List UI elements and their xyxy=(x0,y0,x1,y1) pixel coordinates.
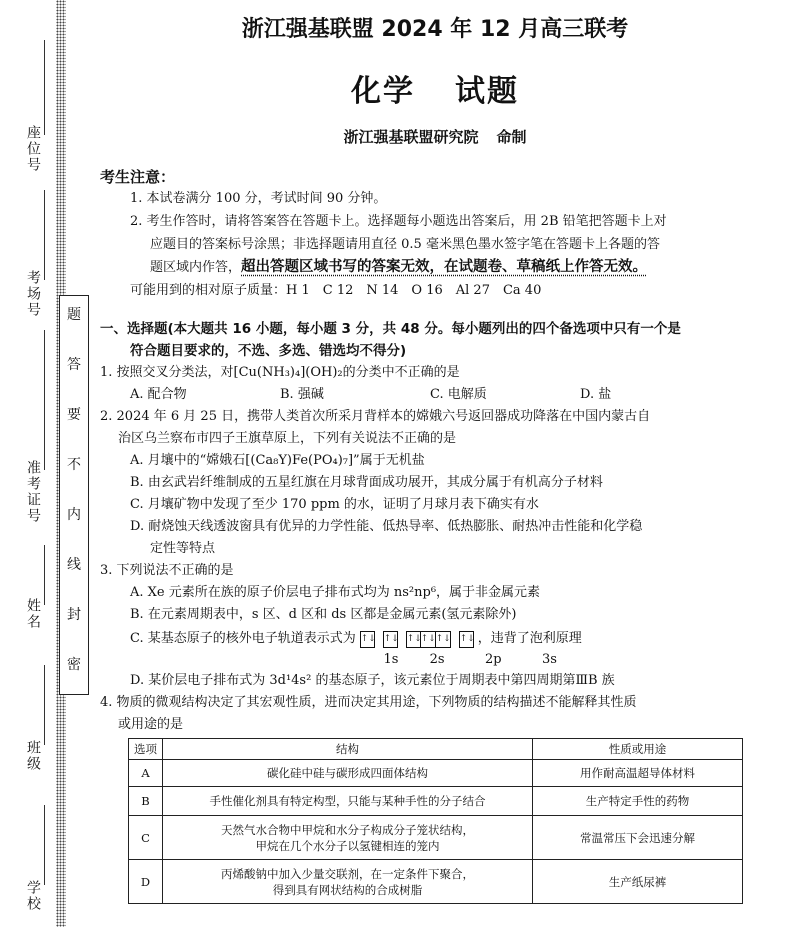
exam-room-label: 考场号 xyxy=(25,270,41,318)
orbital-box-2p: ↑↓ xyxy=(436,631,451,648)
question-2-stem-line-1: 2. 2024 年 6 月 25 日，携带人类首次所采月背样本的嫦娥六号返回器成功降落在中国内蒙古自 xyxy=(100,409,651,424)
table-row xyxy=(129,787,743,816)
question-3-option-c-prefix: C. 某基态原子的核外电子轨道表示式为 xyxy=(130,631,356,646)
exam-room-line xyxy=(44,190,45,280)
seal-char: 线 xyxy=(67,557,81,573)
question-3-option-c-suffix: ，违背了泡利原理 xyxy=(477,631,582,646)
section-1-line-2: 符合题目要求的，不选、多选、错选均不得分) xyxy=(130,343,407,359)
notice-item-2-line-1: 2. 考生作答时，请将答案答在答题卡上。选择题每小题选出答案后，用 2B 铅笔把答题卡上对 xyxy=(130,214,667,229)
orbital-label: 2p xyxy=(484,652,502,667)
seat-number-line xyxy=(44,40,45,135)
table-cell-use: 常温常压下会迅速分解 xyxy=(533,816,743,860)
class-line xyxy=(44,665,45,745)
seal-char: 要 xyxy=(67,407,81,423)
question-2-option-d-line-2: 定性等特点 xyxy=(150,541,216,556)
table-cell-option: A xyxy=(129,760,163,787)
question-3-option-b: B. 在元素周期表中，s 区、d 区和 ds 区都是金属元素(氢元素除外) xyxy=(130,607,517,622)
question-3-option-a: A. Xe 元素所在族的原子价层电子排布式均为 ns²np⁶，属于非金属元素 xyxy=(130,585,541,600)
question-2-stem-line-2: 治区乌兰察布市四子王旗草原上，下列有关说法不正确的是 xyxy=(118,431,457,446)
atomic-masses: 可能用到的相对原子质量：H 1 C 12 N 14 O 16 Al 27 Ca 40 xyxy=(130,283,542,298)
orbital-box-2s: ↑↓ xyxy=(383,631,398,648)
section-1-line-1: 一、选择题(本大题共 16 小题，每小题 3 分，共 48 分。每小题列出的四个备选项中只有一个是 xyxy=(100,321,681,337)
question-1-option-c: C. 电解质 xyxy=(430,387,487,402)
section-1-heading xyxy=(100,318,770,362)
notice-item-2-line-2: 应题目的答案标号涂黑；非选择题请用直径 0.5 毫米黑色墨水签字笔在答题卡上各题的答 xyxy=(150,237,660,252)
table-cell-structure: 手性催化剂具有特定构型，只能与某种手性的分子结合 xyxy=(163,787,533,816)
table-header-structure: 结构 xyxy=(163,739,533,760)
table-cell-structure-line-1: 丙烯酸钠中加入少量交联剂，在一定条件下聚合， xyxy=(221,866,474,881)
table-row xyxy=(129,860,743,904)
table-row xyxy=(129,760,743,787)
orbital-label: 3s xyxy=(541,652,557,667)
table-cell-option: B xyxy=(129,787,163,816)
table-header-use: 性质或用途 xyxy=(533,739,743,760)
table-cell-option: C xyxy=(129,816,163,860)
orbital-label: 2s xyxy=(429,652,445,667)
question-2-option-d-line-1: D. 耐烧蚀天线透波窗具有优异的力学性能、低热导率、低热膨胀、耐热冲击性能和化学稳 xyxy=(130,519,643,534)
question-3-option-c xyxy=(100,628,770,650)
admission-number-label: 准考证号 xyxy=(25,460,41,524)
table-header-option: 选项 xyxy=(129,739,163,760)
orbital-box-1s: ↑↓ xyxy=(360,631,375,648)
name-line xyxy=(44,545,45,605)
exam-content xyxy=(100,0,770,904)
question-1-options xyxy=(100,384,770,406)
question-4-stem-line-2: 或用途的是 xyxy=(118,717,184,732)
table-cell-option: D xyxy=(129,860,163,904)
table-cell-use: 生产纸尿裤 xyxy=(533,860,743,904)
table-cell-structure-line-1: 天然气水合物中甲烷和水分子构成分子笼状结构， xyxy=(221,822,474,837)
table-row xyxy=(129,816,743,860)
question-2-option-a: A. 月壤中的“嫦娥石[(Ca₈Y)Fe(PO₄)₇]”属于无机盐 xyxy=(130,453,425,468)
seal-char: 答 xyxy=(67,357,81,373)
table-header-row xyxy=(129,739,743,760)
admission-number-line xyxy=(44,330,45,470)
table-cell-structure: 碳化硅中硅与碳形成四面体结构 xyxy=(163,760,533,787)
orbital-labels xyxy=(100,650,770,670)
orbital-label: 1s xyxy=(383,652,399,667)
name-label: 姓名 xyxy=(25,598,41,630)
table-cell-use: 用作耐高温超导体材料 xyxy=(533,760,743,787)
question-3-stem: 3. 下列说法不正确的是 xyxy=(100,563,234,578)
exam-title: 浙江强基联盟 2024 年 12 月高三联考 xyxy=(241,17,629,42)
notice-item-2-line-3 xyxy=(100,256,770,279)
orbital-group-2p xyxy=(406,631,451,648)
author-org: 浙江强基联盟研究院 xyxy=(343,128,479,146)
table-cell-structure xyxy=(163,816,533,860)
orbital-box-2p: ↑↓ xyxy=(406,631,421,648)
subject-suffix: 试题 xyxy=(455,74,519,109)
orbital-box-2p: ↑↓ xyxy=(421,631,436,648)
seal-char: 密 xyxy=(67,657,81,673)
seal-warning-box xyxy=(59,295,89,695)
question-1-option-b: B. 强碱 xyxy=(280,387,324,402)
question-1-stem: 1. 按照交叉分类法，对[Cu(NH₃)₄](OH)₂的分类中不正确的是 xyxy=(100,365,460,380)
author-line xyxy=(100,126,770,148)
seal-char: 内 xyxy=(67,507,81,523)
question-3-option-d: D. 某价层电子排布式为 3d¹4s² 的基态原子，该元素位于周期表中第四周期第ⅢB 族 xyxy=(130,673,615,688)
question-4-stem-line-1: 4. 物质的微观结构决定了其宏观性质，进而决定其用途，下列物质的结构描述不能解释其性质 xyxy=(100,695,637,710)
notice-heading: 考生注意： xyxy=(100,168,176,186)
table-cell-structure xyxy=(163,860,533,904)
school-line xyxy=(44,805,45,885)
notice-item-2-emphasis: 超出答题区域书写的答案无效，在试题卷、草稿纸上作答无效。 xyxy=(241,259,648,275)
seat-number-label: 座位号 xyxy=(25,125,41,173)
question-2-option-b: B. 由玄武岩纤维制成的五星红旗在月球背面成功展开，其成分属于有机高分子材料 xyxy=(130,475,603,490)
table-cell-use: 生产特定手性的药物 xyxy=(533,787,743,816)
orbital-diagram xyxy=(360,631,474,648)
notice-item-1: 1. 本试卷满分 100 分，考试时间 90 分钟。 xyxy=(130,191,387,206)
question-2-option-c: C. 月壤矿物中发现了至少 170 ppm 的水，证明了月球月表下确实有水 xyxy=(130,497,539,512)
seal-char: 不 xyxy=(67,457,81,473)
binding-margin xyxy=(0,0,60,927)
table-cell-structure-line-2: 得到具有网状结构的合成树脂 xyxy=(272,882,423,897)
seal-char: 封 xyxy=(67,607,81,623)
question-1-option-d: D. 盐 xyxy=(580,387,612,402)
subject-name: 化学 xyxy=(351,74,415,109)
seal-char: 题 xyxy=(67,307,81,323)
question-1-option-a: A. 配合物 xyxy=(130,387,187,402)
subject-heading xyxy=(100,66,770,109)
author-role: 命制 xyxy=(496,128,527,146)
class-label: 班级 xyxy=(25,740,41,772)
table-cell-structure-line-2: 甲烷在几个水分子以氢键相连的笼内 xyxy=(255,838,440,853)
notice-item-2-plain: 题区域内作答， xyxy=(150,260,242,275)
orbital-box-3s: ↑↓ xyxy=(459,631,474,648)
question-4-table xyxy=(128,738,743,904)
school-label: 学校 xyxy=(25,880,41,912)
